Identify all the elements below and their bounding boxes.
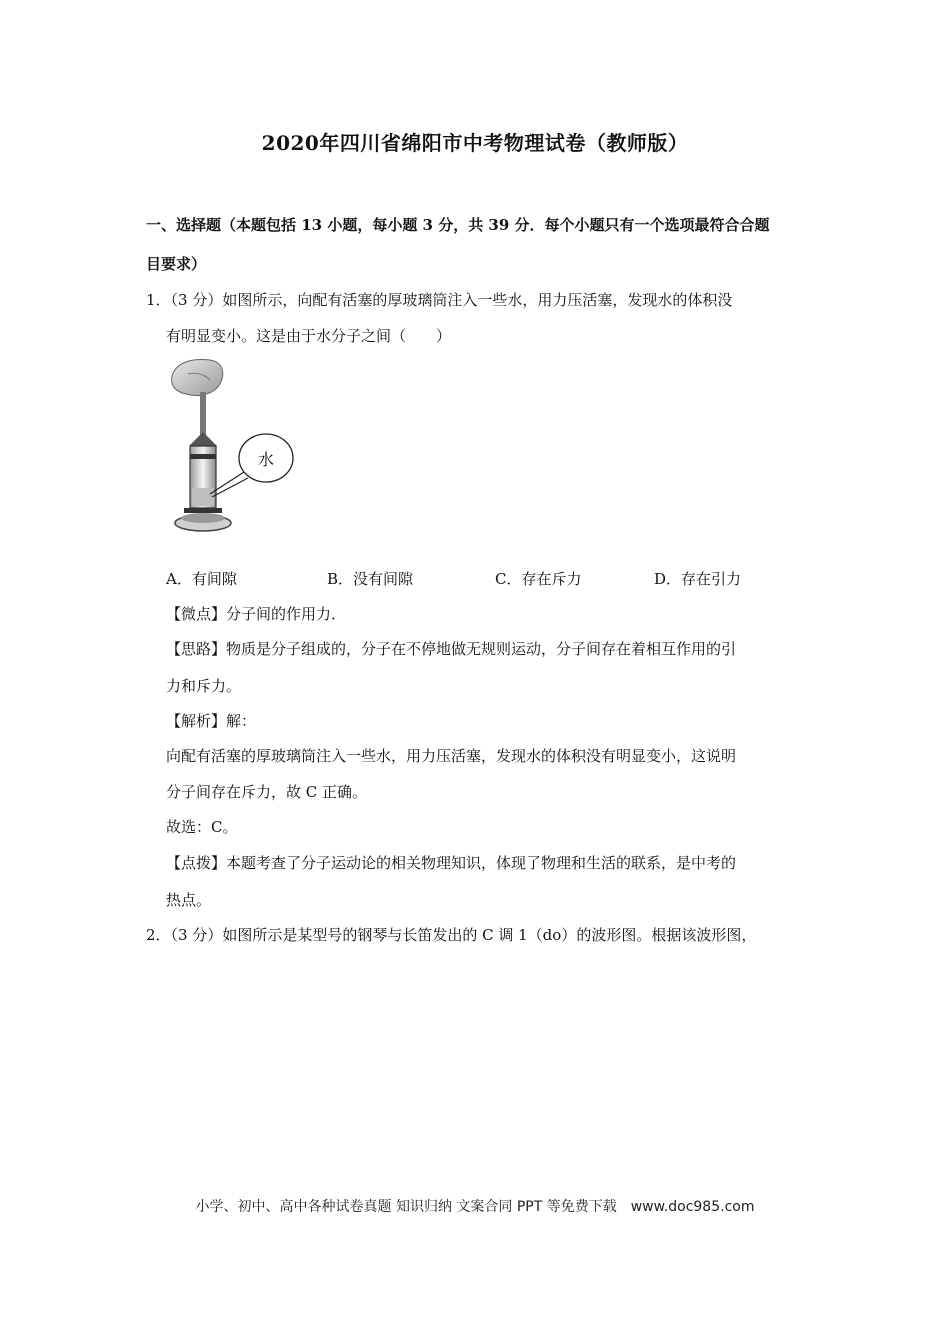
q1-option-d: D．存在引力 — [654, 570, 742, 588]
q1-jiexi-line2: 分子间存在斥力，故 C 正确。 — [166, 783, 368, 801]
q1-option-a: A．有间隙 — [166, 570, 237, 588]
q2-stem-line1: 2．（3 分）如图所示是某型号的钢琴与长笛发出的 C 调 1（do）的波形图。根据该波形图， — [146, 926, 757, 944]
q1-jiexi: 【解析】解： — [166, 712, 257, 730]
q1-stem-line2: 有明显变小。这是由于水分子之间（ ） — [166, 327, 452, 345]
q1-stem-line1: 1．（3 分）如图所示，向配有活塞的厚玻璃筒注入一些水，用力压活塞，发现水的体积没 — [146, 291, 733, 309]
syringe-water-figure — [170, 358, 300, 536]
q1-option-c: C．存在斥力 — [495, 570, 582, 588]
q1-silu-line2: 力和斥力。 — [166, 677, 242, 695]
page-title: 2020年四川省绵阳市中考物理试卷（教师版） — [261, 131, 689, 155]
q1-weidian: 【微点】分子间的作用力． — [166, 605, 347, 623]
q1-option-b: B．没有间隙 — [327, 570, 414, 588]
section-heading-line2: 目要求） — [146, 255, 207, 273]
q1-silu-line1: 【思路】物质是分子组成的，分子在不停地做无规则运动，分子间存在着相互作用的引 — [166, 640, 737, 658]
q1-answer: 故选：C。 — [166, 818, 238, 836]
q1-dianbo-line2: 热点。 — [166, 891, 212, 909]
section-heading-line1: 一、选择题（本题包括 13 小题，每小题 3 分，共 39 分．每个小题只有一个选项最符合合题 — [146, 216, 770, 234]
q1-dianbo-line1: 【点拨】本题考查了分子运动论的相关物理知识，体现了物理和生活的联系，是中考的 — [166, 854, 737, 872]
q1-jiexi-line1: 向配有活塞的厚玻璃筒注入一些水，用力压活塞，发现水的体积没有明显变小，这说明 — [166, 747, 737, 765]
footer-text: 小学、初中、高中各种试卷真题 知识归纳 文案合同 PPT 等免费下载 www.doc985.com — [195, 1199, 755, 1215]
figure-label-water: 水 — [257, 450, 275, 469]
